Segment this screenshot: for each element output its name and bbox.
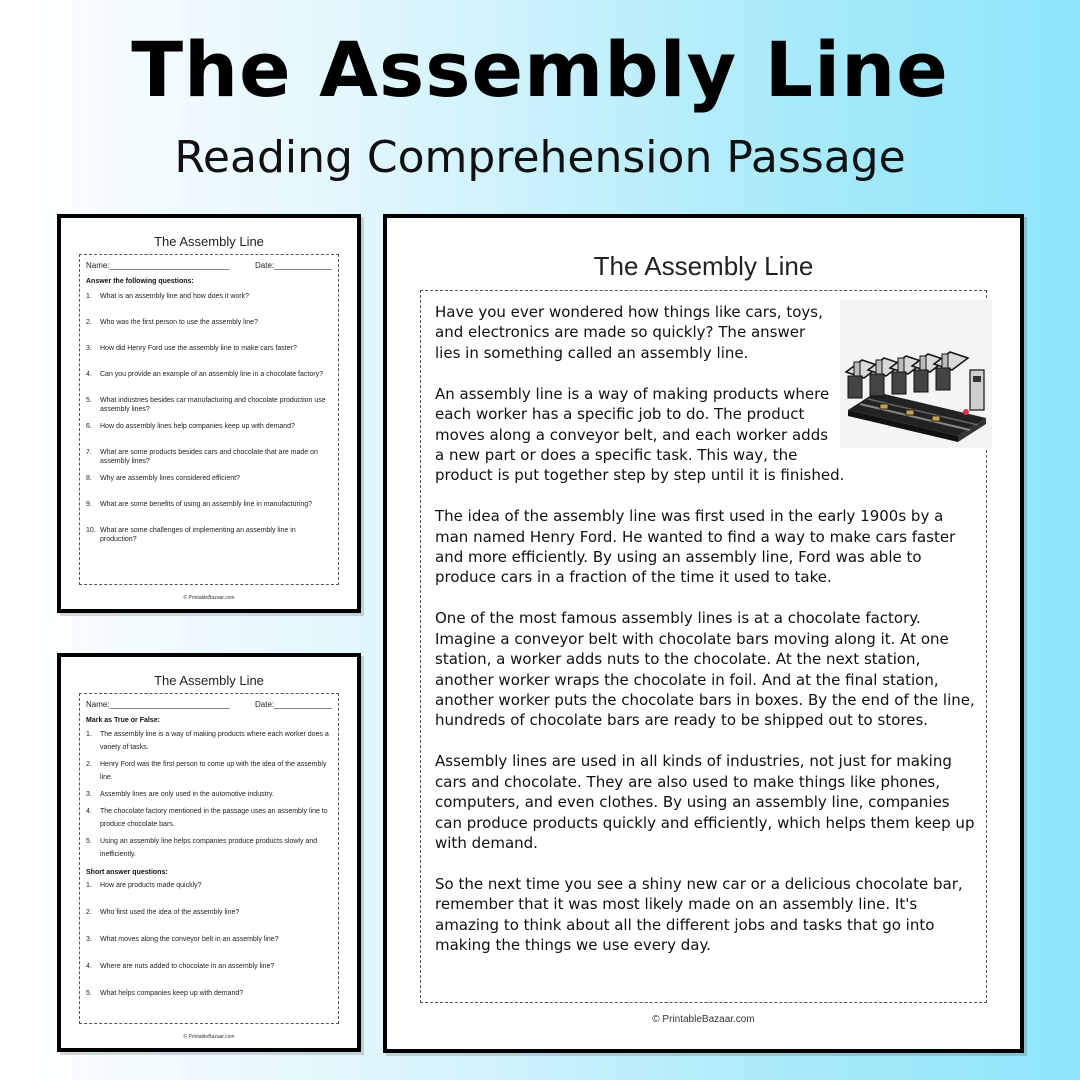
true-false-heading: Mark as True or False: [86, 717, 160, 724]
page-subtitle: Reading Comprehension Passage [174, 132, 906, 183]
passage-paragraph: Assembly lines are used in all kinds of industries, not just for making cars and chocolate. They are also used to make things like phones, computers, and even clothes. By using an assembly line, companies can produce products quickly and efficiently, which helps them keep up with demand. [435, 752, 975, 852]
date-label: Date:_____________ [255, 261, 332, 270]
passage-sheet [383, 214, 1024, 1053]
worksheet-title: The Assembly Line [154, 673, 264, 688]
copyright-footer: © PrintableBazaar.com [183, 595, 235, 601]
passage-title: The Assembly Line [593, 251, 814, 281]
question-item: 3. How did Henry Ford use the assembly line to make cars faster? [86, 345, 297, 352]
true-false-item: 4. The chocolate factory mentioned in the passage uses an assembly line to produce chocolate bars. [86, 808, 328, 828]
worksheet-title: The Assembly Line [154, 234, 264, 249]
worksheet-dashed-frame [79, 693, 339, 1024]
short-answer-item: 3. What moves along the conveyor belt in an assembly line? [86, 936, 279, 943]
instruction-heading: Answer the following questions: [86, 278, 194, 285]
question-item: 4. Can you provide an example of an assembly line in a chocolate factory? [86, 371, 323, 378]
question-item: 1. What is an assembly line and how does it work? [86, 293, 250, 300]
question-item: 2. Who was the first person to use the assembly line? [86, 319, 258, 326]
true-false-item: 5. Using an assembly line helps companies produce products slowly and inefficiently. [86, 838, 318, 858]
short-answer-item: 1. How are products made quickly? [86, 882, 202, 889]
short-answer-heading: Short answer questions: [86, 869, 168, 876]
short-answer-item: 4. Where are nuts added to chocolate in an assembly line? [86, 963, 275, 970]
worksheet-questions-preview [57, 214, 361, 613]
copyright-footer: © PrintableBazaar.com [652, 1014, 755, 1025]
question-item: 5. What industries besides car manufacturing and chocolate production use assembly lines? [86, 397, 326, 413]
question-item: 6. How do assembly lines help companies keep up with demand? [86, 423, 295, 430]
page-title: The Assembly Line [131, 25, 949, 114]
worksheet-dashed-frame [79, 254, 339, 585]
name-date-row [86, 700, 332, 709]
passage-paragraph: Have you ever wondered how things like cars, toys, and electronics are made so quickly? The answer lies in something called an assembly line. [435, 303, 823, 362]
assembly-line-machine-icon [840, 300, 992, 448]
name-date-row [86, 261, 332, 270]
short-answer-item: 2. Who first used the idea of the assembly line? [86, 909, 240, 916]
true-false-item: 3. Assembly lines are only used in the automotive industry. [86, 791, 274, 798]
true-false-item: 2. Henry Ford was the first person to come up with the idea of the assembly line. [86, 761, 327, 781]
passage-paragraph: So the next time you see a shiny new car or a delicious chocolate bar, remember that it was most likely made on an assembly line. It's amazing to think about all the different jobs and tasks that go into making the things we use every day. [435, 874, 963, 955]
question-item: 9. What are some benefits of using an assembly line in manufacturing? [86, 501, 313, 508]
short-answer-list [86, 881, 332, 1011]
question-item: 10. What are some challenges of implementing an assembly line in production? [86, 527, 296, 543]
copyright-footer: © PrintableBazaar.com [183, 1034, 235, 1040]
question-list [86, 292, 332, 545]
passage-body [435, 302, 980, 976]
worksheet-true-false-preview [57, 653, 361, 1052]
true-false-item: 1. The assembly line is a way of making products where each worker does a variety of tasks. [86, 731, 329, 751]
question-item: 7. What are some products besides cars and chocolate that are made on assembly lines? [86, 449, 318, 465]
date-label: Date:_____________ [255, 700, 332, 709]
passage-paragraph: The idea of the assembly line was first used in the early 1900s by a man named Henry Ford. He wanted to find a way to make cars faster and more efficiently. By using an assembly line, Ford was able to produce cars in a fraction of the time it used to take. [435, 507, 956, 587]
passage-paragraph: An assembly line is a way of making products where each worker has a specific job to do. The product moves along a conveyor belt, and each worker adds a new part or does a specific task. This way, the product is put together step by step until it is finished. [435, 384, 845, 485]
short-answer-item: 5. What helps companies keep up with demand? [86, 990, 244, 997]
name-label: Name:___________________________ [86, 700, 230, 709]
question-item: 8. Why are assembly lines considered efficient? [86, 475, 240, 482]
true-false-list [86, 728, 332, 861]
passage-paragraph: One of the most famous assembly lines is at a chocolate factory. Imagine a conveyor belt with chocolate bars moving along it. At one station, a worker adds nuts to the chocolate. At the next station, another worker wraps the chocolate in foil. And at the final station, another worker puts the chocolate bars in boxes. By the end of the line, hundreds of chocolate bars are ready to be shipped out to stores. [435, 609, 975, 730]
name-label: Name:___________________________ [86, 261, 230, 270]
